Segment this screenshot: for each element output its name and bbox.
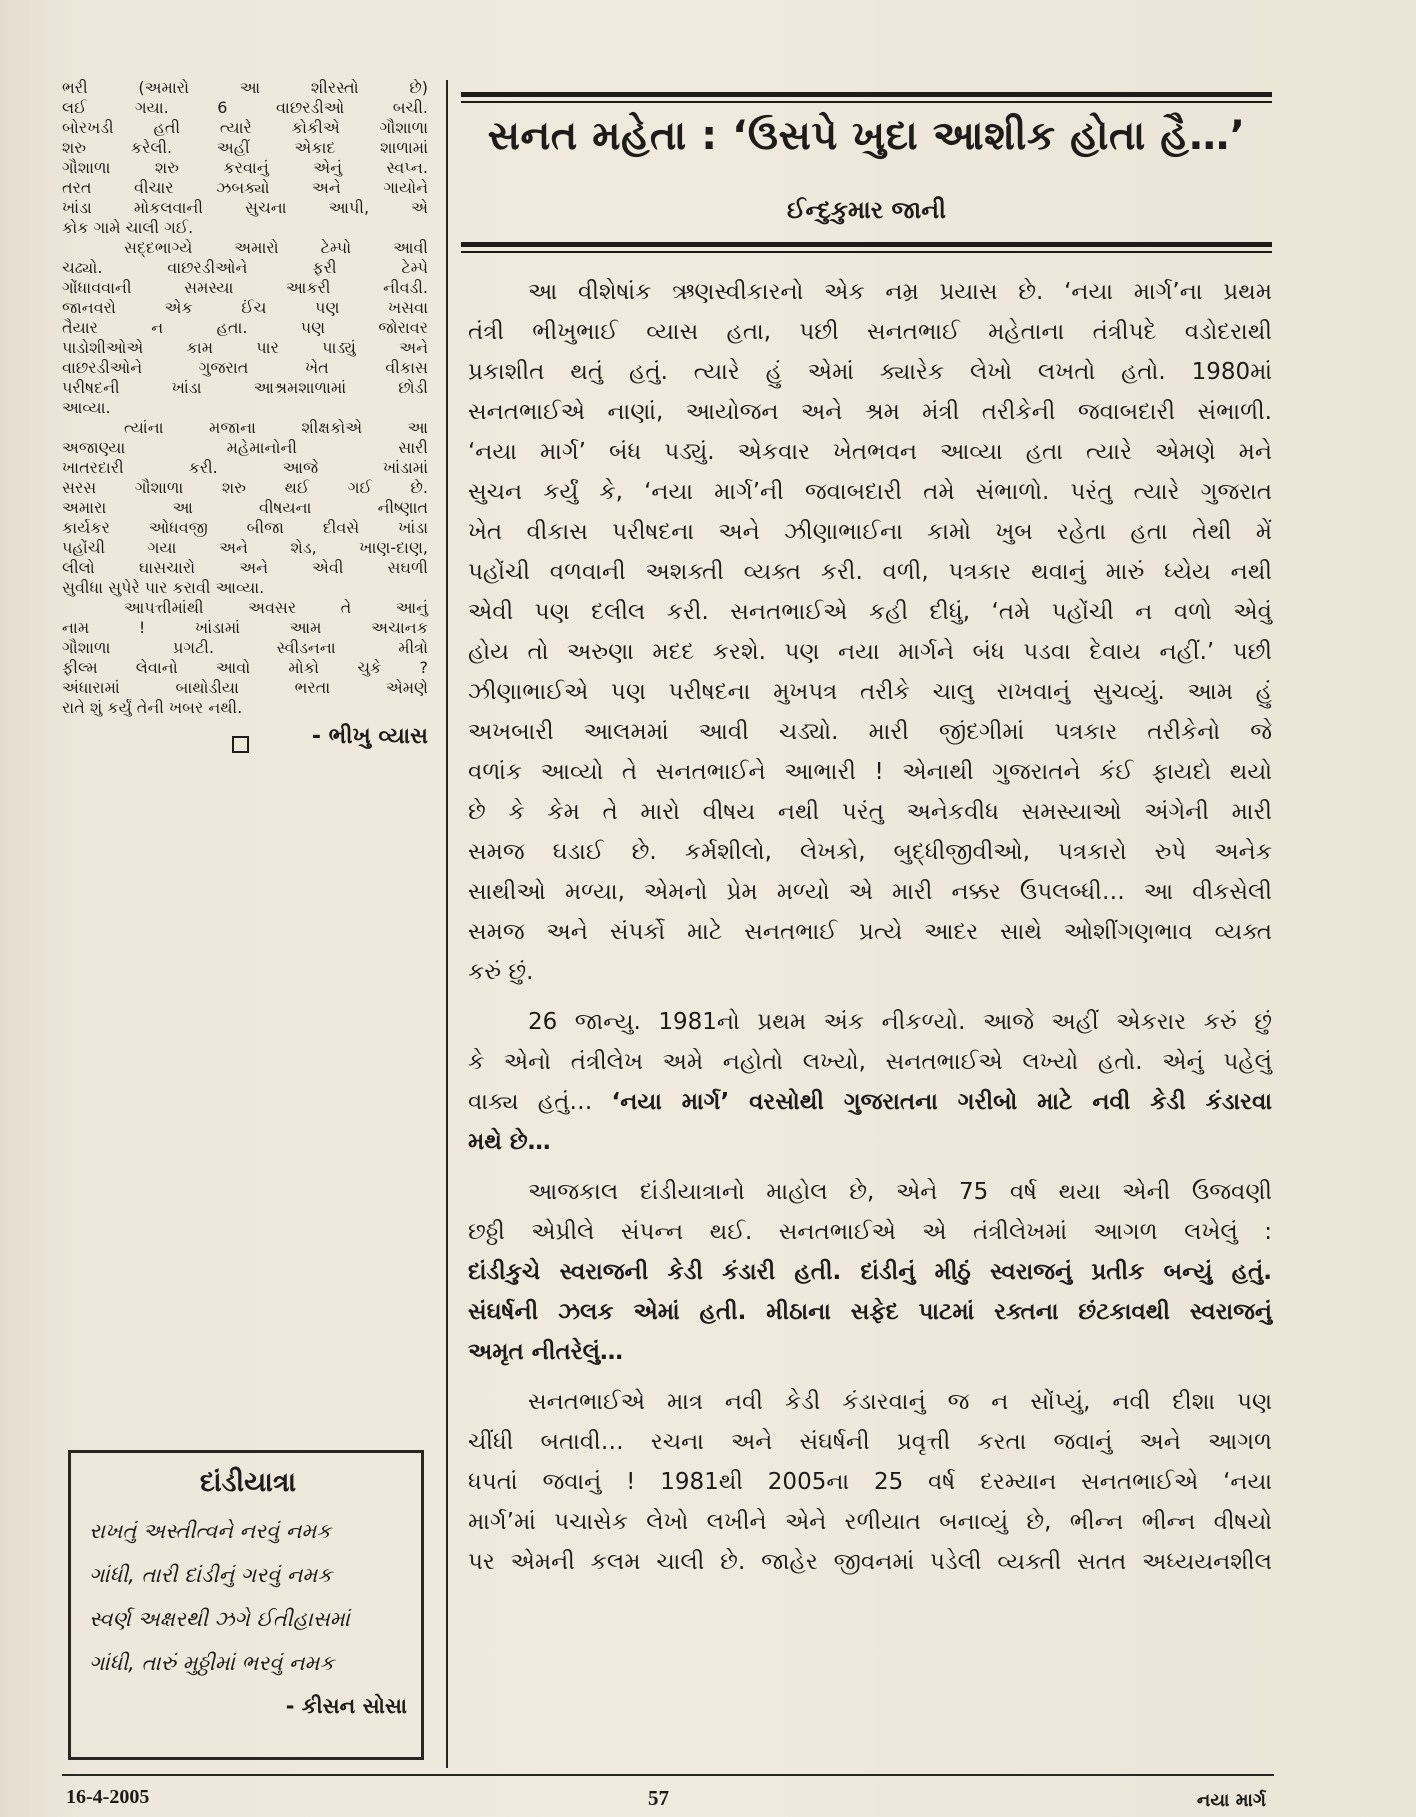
text-line: 26 જાન્યુ. 1981નો પ્રથમ અંક નીકળ્યો. આજે અહીં એકરાર કરું છું xyxy=(528,1009,1272,1035)
article-paragraph-1 xyxy=(468,272,1272,992)
text-line: સનતભાઈએ નાણાં, આયોજન અને શ્રમ મંત્રી તરીકેની જવાબદારી સંભાળી. xyxy=(468,399,1272,425)
text-line: સાથીઓ મળ્યા, એમનો પ્રેમ મળ્યો એ મારી નક્કર ઉપલબ્ધી… આ વીકસેલી xyxy=(468,879,1272,905)
text-line: સંઘર્ષની ઝલક એમાં હતી. મીઠાના સફેદ પાટમાં રક્તના છંટકાવથી સ્વરાજનું xyxy=(468,1299,1272,1325)
article-paragraph-4 xyxy=(468,1382,1272,1582)
text-line: ગૌશાળા શરુ કરવાનું એનું સ્વપ્ન. xyxy=(62,158,428,177)
text-line: પહોંચી ગયા અને શેડ, ખાણ-દાણ, xyxy=(62,538,428,557)
text-line: આવ્યા. xyxy=(62,398,111,417)
text-line: ચીંધી બતાવી… રચના અને સંઘર્ષની પ્રવૃત્તી કરતા જવાનું અને આગળ xyxy=(468,1429,1272,1455)
text-line: ઝીણાભાઈએ પણ પરીષદના મુખપત્ર તરીકે ચાલુ રાખવાનું સુચવ્યું. આમ હું xyxy=(468,679,1272,705)
article-byline: ઈન્દુકુમાર જાની xyxy=(787,196,946,224)
text-line: ચઢ્યો. વાછરડીઓને ફરી ટેમ્પે xyxy=(62,258,428,277)
headline-rule-top xyxy=(461,92,1272,97)
text-line: ખાંડા મોકલવાની સુચના આપી, એ xyxy=(62,198,428,217)
text-line: ગૌશાળા પ્રગટી. સ્વીડનના મીત્રો xyxy=(62,638,428,657)
left-paragraph-1 xyxy=(62,78,428,238)
text-line: કાર્યકર ઓધવજી બીજા દીવસે ખાંડા xyxy=(62,518,428,537)
headline-rule-bottom xyxy=(461,242,1272,247)
footer-rule xyxy=(62,1774,1274,1776)
text-line: તૈયાર ન હતા. પણ જોરાવર xyxy=(62,318,428,337)
poem-box xyxy=(68,1450,424,1760)
text-line xyxy=(468,1082,1272,1122)
text-line: ગોંધાવવાની સમસ્યા આકરી નીવડી. xyxy=(62,278,428,297)
text-line: અંધારામાં બાથોડીયા ભરતા એમણે xyxy=(62,678,428,697)
text-line: હોય તો અરુણા મદદ કરશે. પણ નયા માર્ગને બંધ પડવા દેવાય નહીં.’ પછી xyxy=(468,639,1272,665)
text-line: એવી પણ દલીલ કરી. સનતભાઈએ કહી દીધું, ‘તમે પહોંચી ન વળો એવું xyxy=(468,599,1272,625)
text-line: કરું છું. xyxy=(468,959,534,985)
headline-rule-bottom-thin xyxy=(461,251,1272,253)
text-line: અમારા આ વીષયના નીષ્ણાત xyxy=(62,498,428,517)
article-body xyxy=(468,272,1272,1592)
text-line: અજાણ્યા મહેમાનોની સારી xyxy=(62,438,428,457)
bold-text-run: ‘નયા માર્ગ’ વરસોથી ગુજરાતના ગરીબો માટે નવી કેડી કંડારવા xyxy=(611,1089,1272,1115)
text-line: આ વીશેષાંક ઋણસ્વીકારનો એક નમ્ર પ્રયાસ છે. ‘નયા માર્ગ’ના પ્રથમ xyxy=(528,279,1272,305)
page-number: 57 xyxy=(648,1786,669,1810)
end-box-icon xyxy=(232,736,249,753)
signature-text: - ભીખુ વ્યાસ xyxy=(311,724,428,749)
left-paragraph-4 xyxy=(62,598,428,718)
text-line: સનતભાઈએ માત્ર નવી કેડી કંડારવાનું જ ન સોંપ્યું, નવી દીશા પણ xyxy=(528,1389,1272,1415)
text-line: પર એમની કલમ ચાલી છે. જાહેર જીવનમાં પડેલી વ્યક્તી સતત અધ્યયનશીલ xyxy=(468,1549,1272,1575)
text-line: પહોંચી વળવાની અશક્તી વ્યક્ત કરી. વળી, પત્રકાર થવાનું મારું ધ્યેય નથી xyxy=(468,559,1272,585)
text-line: ખેત વીકાસ પરીષદના અને ઝીણાભાઈના કામો ખુબ રહેતા હતા તેથી મેં xyxy=(468,519,1272,545)
text-line: પ્રકાશીત થતું હતું. ત્યારે હું એમાં ક્યારેક લેખો લખતો હતો. 1980માં xyxy=(468,359,1272,385)
text-run: વાક્ય હતું… xyxy=(468,1089,612,1115)
text-line: ‘નયા માર્ગ’ બંધ પડ્યું. એકવાર ખેતભવન આવ્યા હતા ત્યારે એમણે મને xyxy=(468,439,1272,465)
signature xyxy=(62,724,428,760)
text-line: સમજ ઘડાઈ છે. કર્મશીલો, લેખકો, બુદ્ધીજીવીઓ, પત્રકારો રુપે અનેક xyxy=(468,839,1272,865)
text-line: જાનવરો એક ઈંચ પણ ખસવા xyxy=(62,298,428,317)
text-line: અખબારી આલમમાં આવી ચડ્યો. મારી જીંદગીમાં પત્રકાર તરીકેનો જે xyxy=(468,719,1272,745)
text-line: વળાંક આવ્યો તે સનતભાઈને આભારી ! એનાથી ગુજરાતને કંઈ ફાયદો થયો xyxy=(468,759,1272,785)
left-paragraph-3 xyxy=(62,418,428,598)
text-line: ખાતરદારી કરી. આજે ખાંડામાં xyxy=(62,458,428,477)
text-line: લઈ ગયા. 6 વાછરડીઓ બચી. xyxy=(62,98,428,117)
text-line: બોરખડી હતી ત્યારે કોકીએ ગૌશાળા xyxy=(62,118,428,137)
text-line: દાંડીકુચે સ્વરાજની કેડી કંડારી હતી. દાંડીનું મીઠું સ્વરાજનું પ્રતીક બન્યું હતું. xyxy=(468,1259,1272,1285)
footer-date: 16-4-2005 xyxy=(66,1786,150,1808)
left-column xyxy=(62,78,428,760)
text-line: કે એનો તંત્રીલેખ અમે નહોતો લખ્યો, સનતભાઈએ લખ્યો હતો. એનું પહેલું xyxy=(468,1049,1272,1075)
headline-rule-top-thin xyxy=(461,101,1272,103)
text-line: સુવીધા સુપેરે પાર કરાવી આવ્યા. xyxy=(62,578,265,597)
text-line: આજકાલ દાંડીયાત્રાનો માહોલ છે, એને 75 વર્ષ થયા એની ઉજવણી xyxy=(528,1179,1272,1205)
text-line: સુચન કર્યું કે, ‘નયા માર્ગ’ની જવાબદારી તમે સંભાળો. પરંતુ ત્યારે ગુજરાત xyxy=(468,479,1272,505)
text-line: સમજ અને સંપર્કો માટે સનતભાઈ પ્રત્યે આદર સાથે ઓશીંગણભાવ વ્યક્ત xyxy=(468,919,1272,945)
column-divider xyxy=(446,80,448,1768)
text-line: પાડોશીઓએ કામ પાર પાડ્યું અને xyxy=(62,338,428,357)
poem-line: ગાંધી, તારું મુઠ્ઠીમાં ભરવું નમક xyxy=(89,1651,335,1675)
article-paragraph-3 xyxy=(468,1172,1272,1372)
text-line: નામ ! ખાંડામાં આમ અચાનક xyxy=(62,618,428,637)
text-line: રાતે શું કર્યું તેની ખબર નથી. xyxy=(62,698,243,717)
text-line: સરસ ગૌશાળા શરુ થઈ ગઈ છે. xyxy=(62,478,428,497)
text-line: ફીલ્મ લેવાનો આવો મોકો ચુકે ? xyxy=(62,658,428,677)
text-line: આપત્તીમાંથી અવસર તે આનું xyxy=(124,598,428,617)
poem-line: ગાંધી, તારી દાંડીનું ગરવું નમક xyxy=(89,1563,333,1587)
publication-name: નયા માર્ગ xyxy=(1196,1790,1266,1811)
poem-line: રાખતું અસ્તીત્વને નરવું નમક xyxy=(89,1519,332,1543)
text-line: ધપતાં જવાનું ! 1981થી 2005ના 25 વર્ષ દરમ્યાન સનતભાઈએ ‘નયા xyxy=(468,1469,1272,1495)
text-line: ત્યાંના મજાના શીક્ષકોએ આ xyxy=(124,418,428,437)
text-line: વાછરડીઓને ગુજરાત ખેત વીકાસ xyxy=(62,358,428,377)
text-line: અમૃત નીતરેલું… xyxy=(468,1339,624,1365)
text-line: તરત વીચાર ઝબક્યો અને ગાયોને xyxy=(62,178,428,197)
poem-author: - કીસન સોસા xyxy=(285,1694,407,1718)
article-paragraph-2 xyxy=(468,1002,1272,1162)
text-line: સદ્દભાગ્યે અમારો ટેમ્પો આવી xyxy=(124,238,428,257)
text-line: શરુ કરેલી. અહીં એકાદ શાળામાં xyxy=(62,138,428,157)
text-line: લીલો ઘાસચારો અને એવી સઘળી xyxy=(62,558,428,577)
left-paragraph-2 xyxy=(62,238,428,418)
text-line: માર્ગ’માં પચાસેક લેખો લખીને એને રળીયાત બનાવ્યું છે, ભીન્ન ભીન્ન વીષયો xyxy=(468,1509,1272,1535)
text-line: છે કે કેમ તે મારો વીષય નથી પરંતુ અનેકવીધ સમસ્યાઓ અંગેની મારી xyxy=(468,799,1272,825)
text-line: તંત્રી ભીખુભાઈ વ્યાસ હતા, પછી સનતભાઈ મહેતાના તંત્રીપદે વડોદરાથી xyxy=(468,319,1272,345)
text-line: પરીષદની ખાંડા આશ્રમશાળામાં છોડી xyxy=(62,378,428,397)
poem-line: સ્વર્ણ અક્ષરથી ઝગે ઈતીહાસમાં xyxy=(89,1607,350,1631)
text-line: કોક ગામે ચાલી ગઈ. xyxy=(62,218,194,237)
poem-title: દાંડીયાત્રા xyxy=(199,1467,297,1498)
text-line: મથે છે… xyxy=(468,1129,551,1155)
text-line: ભરી (અમારો આ શીરસ્તો છે) xyxy=(62,78,428,97)
article-headline: સનત મહેતા : ‘ઉસપે ખુદા આશીક હોતા હૈ…’ xyxy=(487,113,1246,159)
text-line: છઠ્ઠી એપ્રીલે સંપન્ન થઈ. સનતભાઈએ એ તંત્રીલેખમાં આગળ લખેલું : xyxy=(468,1219,1272,1245)
